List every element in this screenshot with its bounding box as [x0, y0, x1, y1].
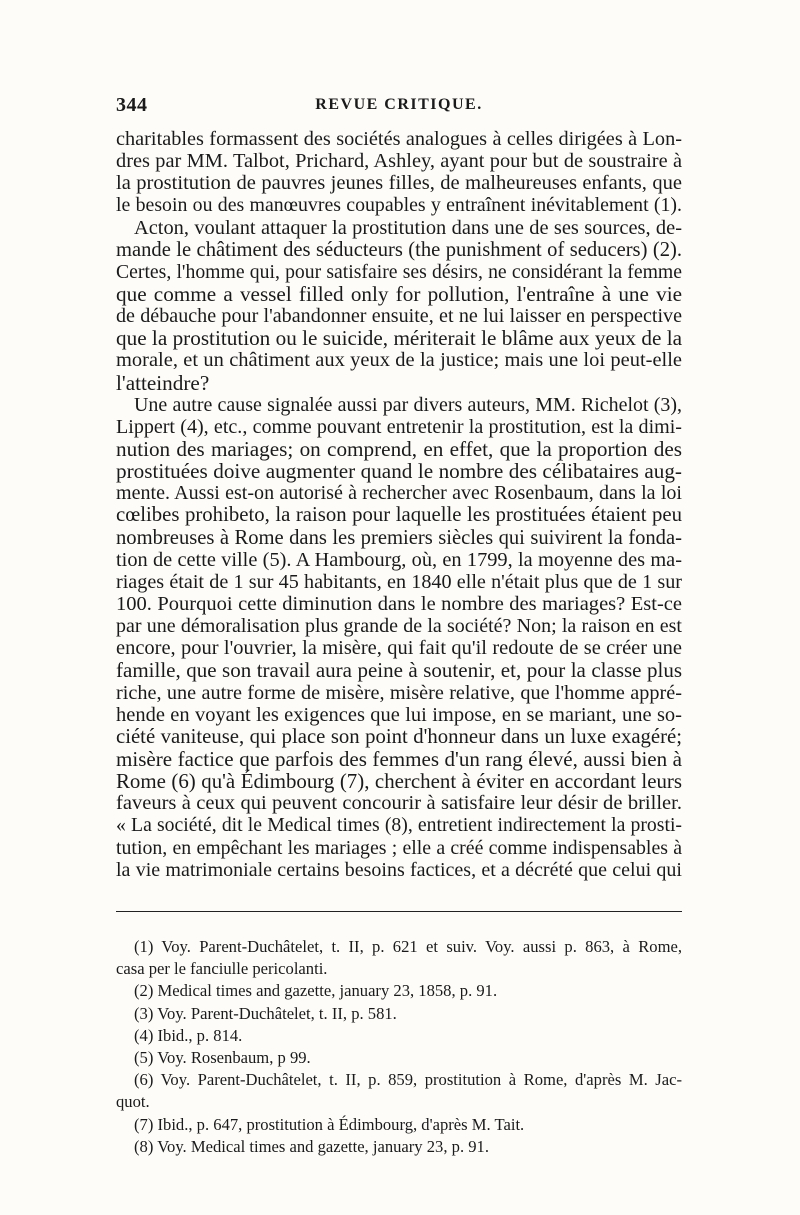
footnote-line: (5) Voy. Rosenbaum, p 99.	[134, 1048, 311, 1068]
text-line: que comme a vessel filled only for pollution, l'entraîne à une vie	[116, 281, 682, 306]
footnote-line: (3) Voy. Parent-Duchâtelet, t. II, p. 581.	[134, 1003, 397, 1023]
text-line: mande le châtiment des séducteurs (the punishment of seducers) (2).	[116, 238, 682, 261]
text-line: la vie matrimoniale certains besoins factices, et a décrété que celui qui	[116, 858, 682, 881]
footnote-line: (1) Voy. Parent-Duchâtelet, t. II, p. 621 et suiv. Voy. aussi p. 863, à Rome,	[134, 937, 682, 956]
page-number: 344	[116, 94, 148, 116]
text-line: riche, une autre forme de misère, misère relative, que l'homme appré-	[116, 681, 682, 704]
text-line: morale, et un châtiment aux yeux de la justice; mais une loi peut-elle	[116, 349, 682, 372]
footnote-line: (6) Voy. Parent-Duchâtelet, t. II, p. 859, prostitution à Rome, d'après M. Jac-	[134, 1070, 682, 1090]
text-line: le besoin ou des manœuvres coupables y entraînent inévitablement (1).	[116, 194, 682, 217]
text-line: misère factice que parfois des femmes d'un rang élevé, aussi bien à	[116, 746, 682, 771]
text-line: faveurs à ceux qui peuvent concourir à satisfaire leur désir de briller.	[116, 792, 682, 815]
text-line: ciété vaniteuse, qui place son point d'honneur dans un luxe exagéré;	[116, 725, 682, 748]
text-line: que la prostitution ou le suicide, mériterait le blâme aux yeux de la	[116, 326, 682, 351]
text-line: cœlibes prohibeto, la raison pour laquelle les prostituées étaient peu	[116, 503, 682, 527]
text-line: charitables formassent des sociétés analogues à celles dirigées à Lon-	[116, 128, 682, 150]
footnote-line: casa per le fanciulle pericolanti.	[116, 959, 328, 979]
text-line: famille, que son travail aura peine à soutenir, et, pour la classe plus	[116, 658, 682, 683]
footnote-line: (8) Voy. Medical times and gazette, january 23, p. 91.	[134, 1136, 489, 1156]
text-line: l'atteindre?	[116, 370, 210, 395]
footnote-line: (7) Ibid., p. 647, prostitution à Édimbourg, d'après M. Tait.	[134, 1114, 525, 1134]
text-line: la prostitution de pauvres jeunes filles, de malheureuses enfants, que	[116, 172, 682, 195]
text-line: tution, en empêchant les mariages ; elle a créé comme indispensables à	[116, 836, 682, 859]
text-line: nution des mariages; on comprend, en effet, que la proportion des	[116, 436, 682, 461]
body-text	[116, 128, 682, 881]
text-line: prostituées doive augmenter quand le nombre des célibataires aug-	[116, 459, 682, 484]
text-line: hende en voyant les exigences que lui impose, en se mariant, une so-	[116, 703, 682, 726]
footnote-line: quot.	[116, 1092, 150, 1112]
text-line: encore, pour l'ouvrier, la misère, qui fait qu'il redoute de se créer une	[116, 637, 682, 660]
footnote-rule	[116, 911, 682, 912]
footnotes	[116, 936, 682, 1158]
text-line: Une autre cause signalée aussi par divers auteurs, MM. Richelot (3),	[134, 393, 682, 416]
text-line: par une démoralisation plus grande de la société? Non; la raison en est	[116, 615, 682, 638]
text-line: Rome (6) qu'à Édimbourg (7), cherchent à éviter en accordant leurs	[116, 769, 682, 794]
text-line: de débauche pour l'abandonner ensuite, et ne lui laisser en perspective	[116, 305, 682, 328]
text-line: tion de cette ville (5). A Hambourg, où, en 1799, la moyenne des ma-	[116, 548, 682, 571]
footnote-line: (2) Medical times and gazette, january 23, 1858, p. 91.	[134, 981, 498, 1001]
text-line: Certes, l'homme qui, pour satisfaire ses désirs, ne considérant la femme	[116, 260, 682, 283]
text-line: dres par MM. Talbot, Prichard, Ashley, ayant pour but de soustraire à	[116, 150, 682, 173]
running-title: REVUE CRITIQUE.	[315, 96, 483, 113]
text-line: mente. Aussi est-on autorisé à rechercher avec Rosenbaum, dans la loi	[116, 482, 682, 505]
footnote-line: (4) Ibid., p. 814.	[134, 1025, 243, 1045]
text-line: riages était de 1 sur 45 habitants, en 1840 elle n'était plus que de 1 sur	[116, 570, 682, 593]
text-line: Lippert (4), etc., comme pouvant entretenir la prostitution, est la dimi-	[116, 415, 682, 438]
page-header	[116, 94, 682, 118]
text-line: nombreuses à Rome dans les premiers siècles qui suivirent la fonda-	[116, 526, 682, 549]
text-line: « La société, dit le Medical times (8), entretient indirectement la prosti-	[116, 814, 682, 837]
text-line: 100. Pourquoi cette diminution dans le nombre des mariages? Est-ce	[116, 592, 682, 615]
text-line: Acton, voulant attaquer la prostitution dans une de ses sources, de-	[134, 216, 682, 239]
